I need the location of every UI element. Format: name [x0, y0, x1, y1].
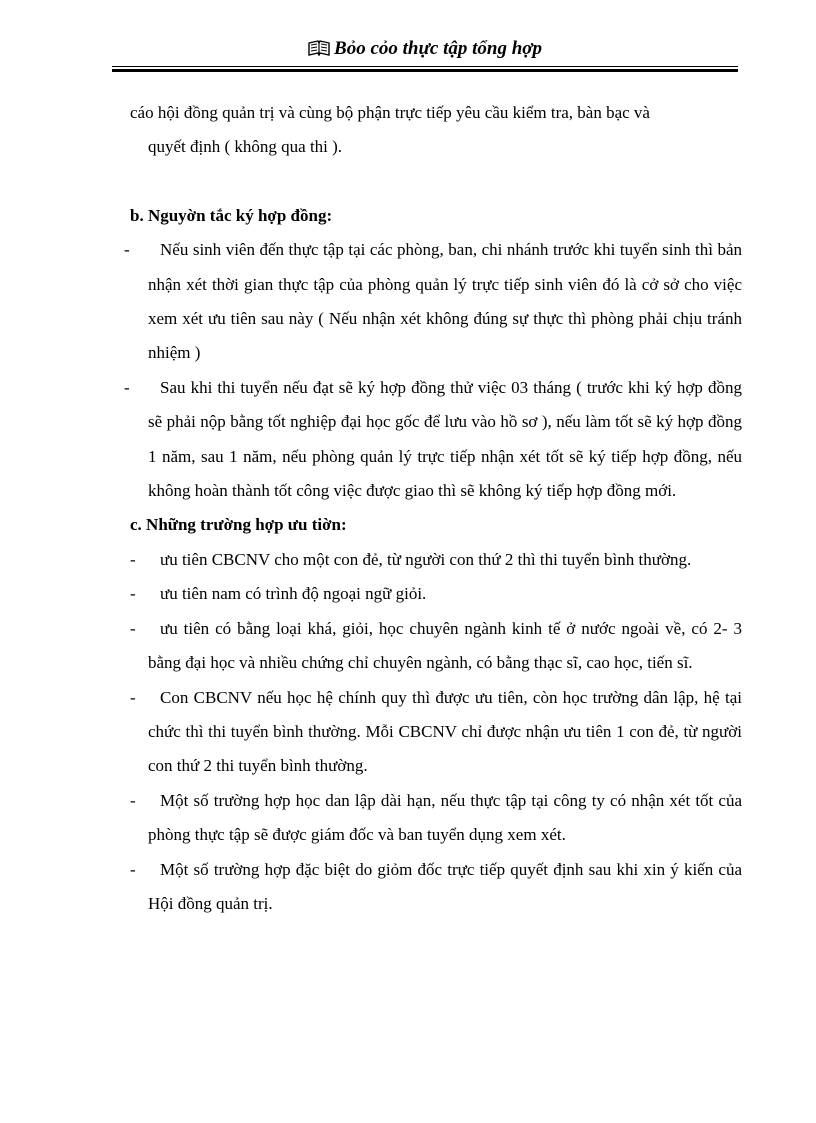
bullet-dash: -	[130, 549, 136, 569]
list-item	[130, 577, 742, 611]
list-item-text: ưu tiên CBCNV cho một con đẻ, từ người con thứ 2 thì thi tuyển bình thường.	[160, 549, 692, 569]
page-header	[112, 38, 738, 62]
list-item	[130, 612, 742, 681]
intro-paragraph	[130, 96, 742, 165]
list-item	[130, 681, 742, 784]
list-item-text: ưu tiên nam có trình độ ngoại ngữ giỏi.	[160, 584, 427, 604]
bullet-dash: -	[130, 584, 136, 604]
list-item-text: ưu tiên có bằng loại khá, giỏi, học chuyên ngành kinh tế ở nước ngoài về, có 2- 3 bằng đại học và nhiều chứng chỉ chuyên ngành, có bằng thạc sĩ, cao học, tiến sĩ.	[148, 618, 742, 673]
bullet-dash: -	[130, 790, 136, 810]
list-item-text: Con CBCNV nếu học hệ chính quy thì được ưu tiên, còn học trường dân lập, hệ tại chức thì thi tuyển bình thường. Mỗi CBCNV chỉ được nhận ưu tiên 1 con đẻ, từ người con thứ 2 thi tuyển bình thường.	[148, 687, 742, 776]
header-title: Bỏo cỏo thực tập tổng hợp	[334, 38, 542, 59]
header-rule-thin	[112, 66, 738, 67]
list-item-text: Một số trường hợp học dan lập dài hạn, nếu thực tập tại công ty có nhận xét tốt của phòng thực tập sẽ được giám đốc và ban tuyển dụng xem xét.	[148, 790, 742, 845]
section-c-heading: c. Những trường hợp ưu tiờn:	[130, 515, 347, 535]
section-b-heading: b. Nguyờn tắc ký hợp đồng:	[130, 205, 333, 225]
list-item	[124, 233, 742, 371]
book-icon	[308, 40, 330, 62]
intro-line-2: quyết định ( không qua thi ).	[148, 137, 343, 157]
list-item-text: Nếu sinh viên đến thực tập tại các phòng, ban, chi nhánh trước khi tuyển sinh thì bản nhận xét thời gian thực tập của phòng quản lý trực tiếp sinh viên đó là cở sở cho việc xem xét ưu tiên sau này ( Nếu nhận xét không đúng sự thực thì phòng phải chịu tránh nhiệm )	[148, 240, 742, 363]
bullet-dash: -	[124, 377, 130, 397]
list-item	[124, 371, 742, 509]
header-rule-thick	[112, 69, 738, 72]
list-item-text: Sau khi thi tuyển nếu đạt sẽ ký hợp đồng thử việc 03 tháng ( trước khi ký hợp đồng sẽ phải nộp bằng tốt nghiệp đại học gốc để lưu vào hồ sơ ), nếu làm tốt sẽ ký hợp đồng 1 năm, sau 1 năm, nếu phòng quản lý trực tiếp nhận xét tốt sẽ ký tiếp hợp đồng, nếu không hoàn thành tốt công việc được giao thì sẽ không ký tiếp hợp đồng mới.	[148, 377, 742, 501]
bullet-dash: -	[130, 618, 136, 638]
list-item	[130, 543, 742, 577]
document-body	[124, 96, 742, 921]
list-item	[130, 784, 742, 853]
bullet-dash: -	[124, 240, 130, 260]
list-item	[130, 853, 742, 922]
intro-line-1: cáo hội đồng quản trị và cùng bộ phận trực tiếp yêu cầu kiểm tra, bàn bạc và	[130, 103, 650, 122]
bullet-dash: -	[130, 859, 136, 879]
bullet-dash: -	[130, 687, 136, 707]
list-item-text: Một số trường hợp đặc biệt do giỏm đốc trực tiếp quyết định sau khi xin ý kiến của Hội đồng quản trị.	[148, 859, 742, 913]
